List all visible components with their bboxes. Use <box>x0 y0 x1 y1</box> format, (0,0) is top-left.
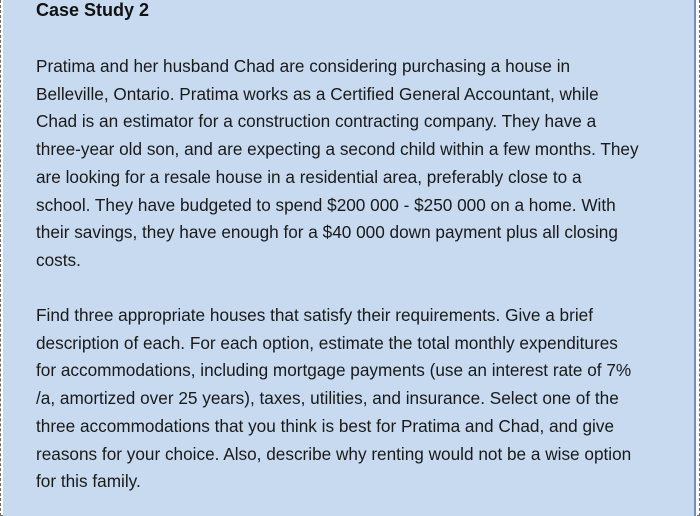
case-study-panel <box>3 0 696 516</box>
paragraph-line: school. They have budgeted to spend $200 000 - $250 000 on a home. With <box>36 194 616 215</box>
paragraph-line: Pratima and her husband Chad are considering purchasing a house in <box>36 56 571 76</box>
paragraph-line: reasons for your choice. Also, describe why renting would not be a wise option <box>36 443 632 464</box>
paragraph-line: for accommodations, including mortgage payments (use an interest rate of 7% <box>36 360 632 381</box>
case-study-paragraph-1 <box>36 53 696 275</box>
paragraph-line: Chad is an estimator for a construction contracting company. They have a <box>36 111 597 132</box>
paragraph-line: are looking for a resale house in a residential area, preferably close to a <box>36 166 582 187</box>
paragraph-line: their savings, they have enough for a $40 000 down payment plus all closing <box>36 222 618 243</box>
paragraph-line: description of each. For each option, estimate the total monthly expenditures <box>36 332 618 353</box>
paragraph-line: /a, amortized over 25 years), taxes, utilities, and insurance. Select one of the <box>36 388 619 409</box>
paragraph-line: three-year old son, and are expecting a second child within a few months. They <box>36 139 639 160</box>
paragraph-line: three accommodations that you think is best for Pratima and Chad, and give <box>36 415 615 436</box>
paragraph-line: costs. <box>36 249 81 270</box>
paragraph-line: for this family. <box>36 471 141 492</box>
paragraph-line: Belleville, Ontario. Pratima works as a Certified General Accountant, while <box>36 83 599 104</box>
case-study-title: Case Study 2 <box>36 0 150 20</box>
paragraph-line: Find three appropriate houses that satisfy their requirements. Give a brief <box>36 305 593 325</box>
case-study-paragraph-2 <box>36 302 696 496</box>
